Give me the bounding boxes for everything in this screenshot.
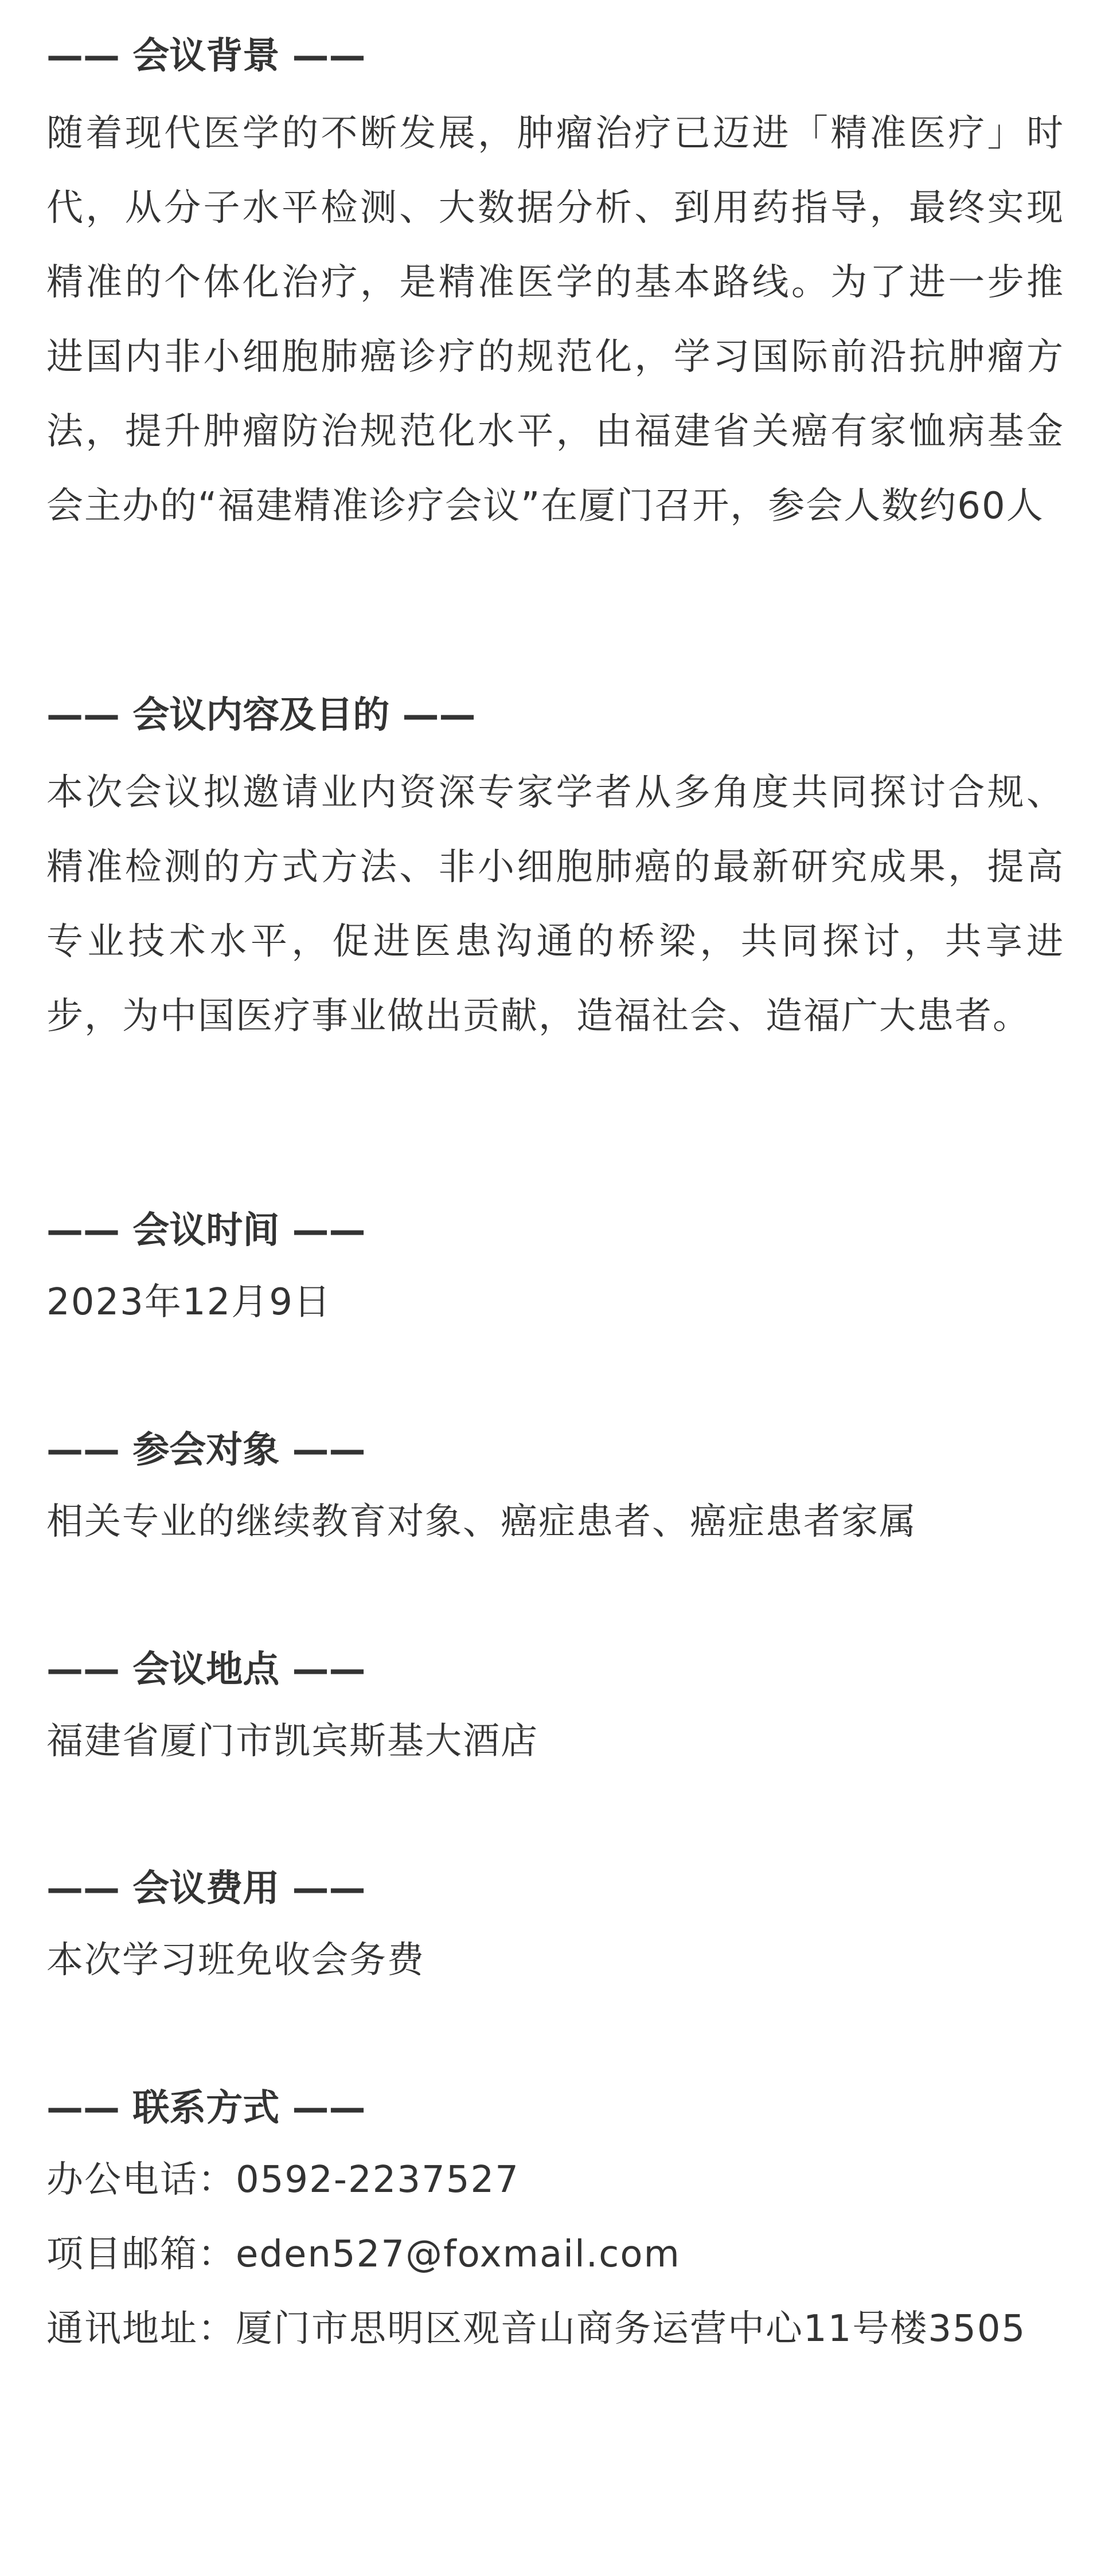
venue-text: 福建省厦门市凯宾斯基大酒店 xyxy=(46,1720,538,1763)
audience-text: 相关专业的继续教育对象、癌症患者、癌症患者家属 xyxy=(46,1501,917,1543)
section-time xyxy=(46,1202,1064,1340)
section-contact xyxy=(46,2080,1064,2366)
section-heading-time: —— 会议时间 —— xyxy=(46,1209,366,1252)
section-heading-venue: —— 会议地点 —— xyxy=(46,1649,366,1691)
section-purpose xyxy=(46,687,1064,1054)
background-paragraph: 随着现代医学的不断发展，肿瘤治疗已迈进「精准医疗」时代，从分子水平检测、大数据分析、到用药指导，最终实现精准的个体化治疗，是精准医学的基本路线。为了进一步推进国内非小细胞肺癌诊疗的规范化，学习国际前沿抗肿瘤方法，提升肿瘤防治规范化水平，由福建省关癌有家恤病基金会主办的“福建精准诊疗会议”在厦门召开，参会人数约60人 xyxy=(46,112,1064,527)
section-heading-purpose: —— 会议内容及目的 —— xyxy=(46,694,476,737)
fee-text: 本次学习班免收会务费 xyxy=(46,1939,425,1982)
section-heading-fee: —— 会议费用 —— xyxy=(46,1868,366,1910)
section-heading-contact: —— 联系方式 —— xyxy=(46,2087,366,2129)
contact-address: 通讯地址：厦门市思明区观音山商务运营中心11号楼3505 xyxy=(46,2308,1026,2350)
purpose-paragraph: 本次会议拟邀请业内资深专家学者从多角度共同探讨合规、精准检测的方式方法、非小细胞肺癌的最新研究成果，提高专业技术水平，促进医患沟通的桥梁，共同探讨，共享进步，为中国医疗事业做出贡献，造福社会、造福广大患者。 xyxy=(46,772,1064,1038)
section-heading-audience: —— 参会对象 —— xyxy=(46,1429,366,1471)
section-venue xyxy=(46,1641,1064,1779)
section-heading-background: —— 会议背景 —— xyxy=(46,35,366,77)
section-audience xyxy=(46,1422,1064,1559)
contact-email: 项目邮箱：eden527@foxmail.com xyxy=(46,2233,681,2276)
meeting-date: 2023年12月9日 xyxy=(46,1281,332,1324)
section-background xyxy=(46,28,1064,543)
section-fee xyxy=(46,1860,1064,1998)
contact-phone: 办公电话：0592-2237527 xyxy=(46,2159,520,2201)
